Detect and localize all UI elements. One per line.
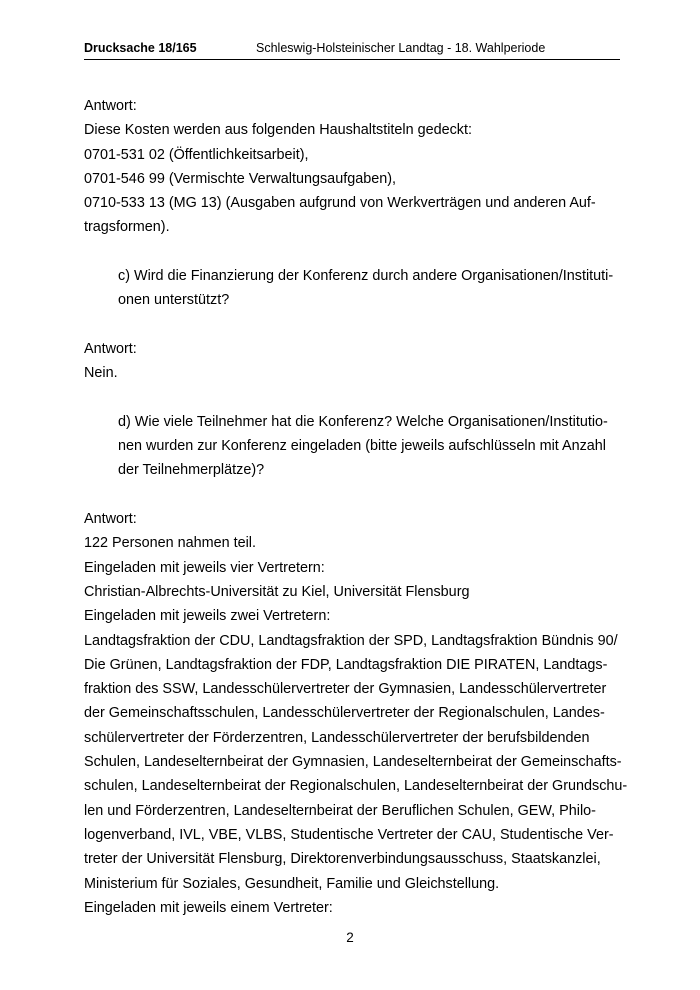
text-line: 122 Personen nahmen teil. [84,535,257,552]
paragraph-gap [84,386,620,410]
text-line: treter der Universität Flensburg, Direktorenverbindungsausschuss, Staatskanzlei, [84,851,601,868]
text-line: c) Wird die Finanzierung der Konferenz durch andere Organisationen/Instituti- [118,268,614,285]
text-line: 0710-533 13 (MG 13) (Ausgaben aufgrund von Werkverträgen und anderen Auf- [84,195,596,212]
text-line: Ministerium für Soziales, Gesundheit, Familie und Gleichstellung. [84,875,500,892]
text-line: logenverband, IVL, VBE, VLBS, Studentische Vertreter der CAU, Studentische Ver- [84,826,614,843]
page-header [84,40,620,56]
text-line: len und Förderzentren, Landeselternbeirat der Beruflichen Schulen, GEW, Philo- [84,802,596,819]
text-line: Antwort: [84,98,137,114]
text-line: Nein. [84,365,118,382]
text-line: Die Grünen, Landtagsfraktion der FDP, Landtagsfraktion DIE PIRATEN, Landtags- [84,656,608,673]
header-divider [84,59,620,60]
text-line: schülervertreter der Förderzentren, Landesschülervertreter der berufsbildenden [84,729,590,746]
parliament-title: Schleswig-Holsteinischer Landtag - 18. Wahlperiode [256,41,546,55]
paragraph-gap [84,240,620,264]
text-line: der Teilnehmerplätze)? [118,462,265,479]
page-number: 2 [346,930,354,945]
text-line: 0701-546 99 (Vermischte Verwaltungsaufgaben), [84,170,396,187]
text-line: 0701-531 02 (Öffentlichkeitsarbeit), [84,146,309,163]
text-line: Landtagsfraktion der CDU, Landtagsfraktion der SPD, Landtagsfraktion Bündnis 90/ [84,632,618,649]
text-line: Antwort: [84,340,137,357]
text-line: tragsformen). [84,219,170,236]
paragraph-gap [84,313,620,337]
paragraph-gap [84,483,620,507]
text-line: der Gemeinschaftsschulen, Landesschülervertreter der Regionalschulen, Landes- [84,705,605,722]
text-line: Diese Kosten werden aus folgenden Haushaltstiteln gedeckt: [84,122,472,139]
text-line: Antwort: [84,511,137,528]
text-line: Eingeladen mit jeweils vier Vertretern: [84,559,325,576]
text-line: schulen, Landeselternbeirat der Regionalschulen, Landeselternbeirat der Grundschu- [84,778,628,795]
text-line: Schulen, Landeselternbeirat der Gymnasien, Landeselternbeirat der Gemeinschafts- [84,754,622,771]
text-line: Eingeladen mit jeweils einem Vertreter: [84,899,333,916]
text-line: d) Wie viele Teilnehmer hat die Konferenz? Welche Organisationen/Institutio- [118,413,608,430]
text-line: Christian-Albrechts-Universität zu Kiel, Universität Flensburg [84,583,470,600]
text-line: onen unterstützt? [118,292,230,309]
document-body [84,94,628,920]
text-line: Eingeladen mit jeweils zwei Vertretern: [84,608,331,625]
text-line: fraktion des SSW, Landesschülervertreter der Gymnasien, Landesschülervertreter [84,681,607,698]
drucksache-number: Drucksache 18/165 [84,41,197,55]
text-line: nen wurden zur Konferenz eingeladen (bitte jeweils aufschlüsseln mit Anzahl [118,438,606,455]
